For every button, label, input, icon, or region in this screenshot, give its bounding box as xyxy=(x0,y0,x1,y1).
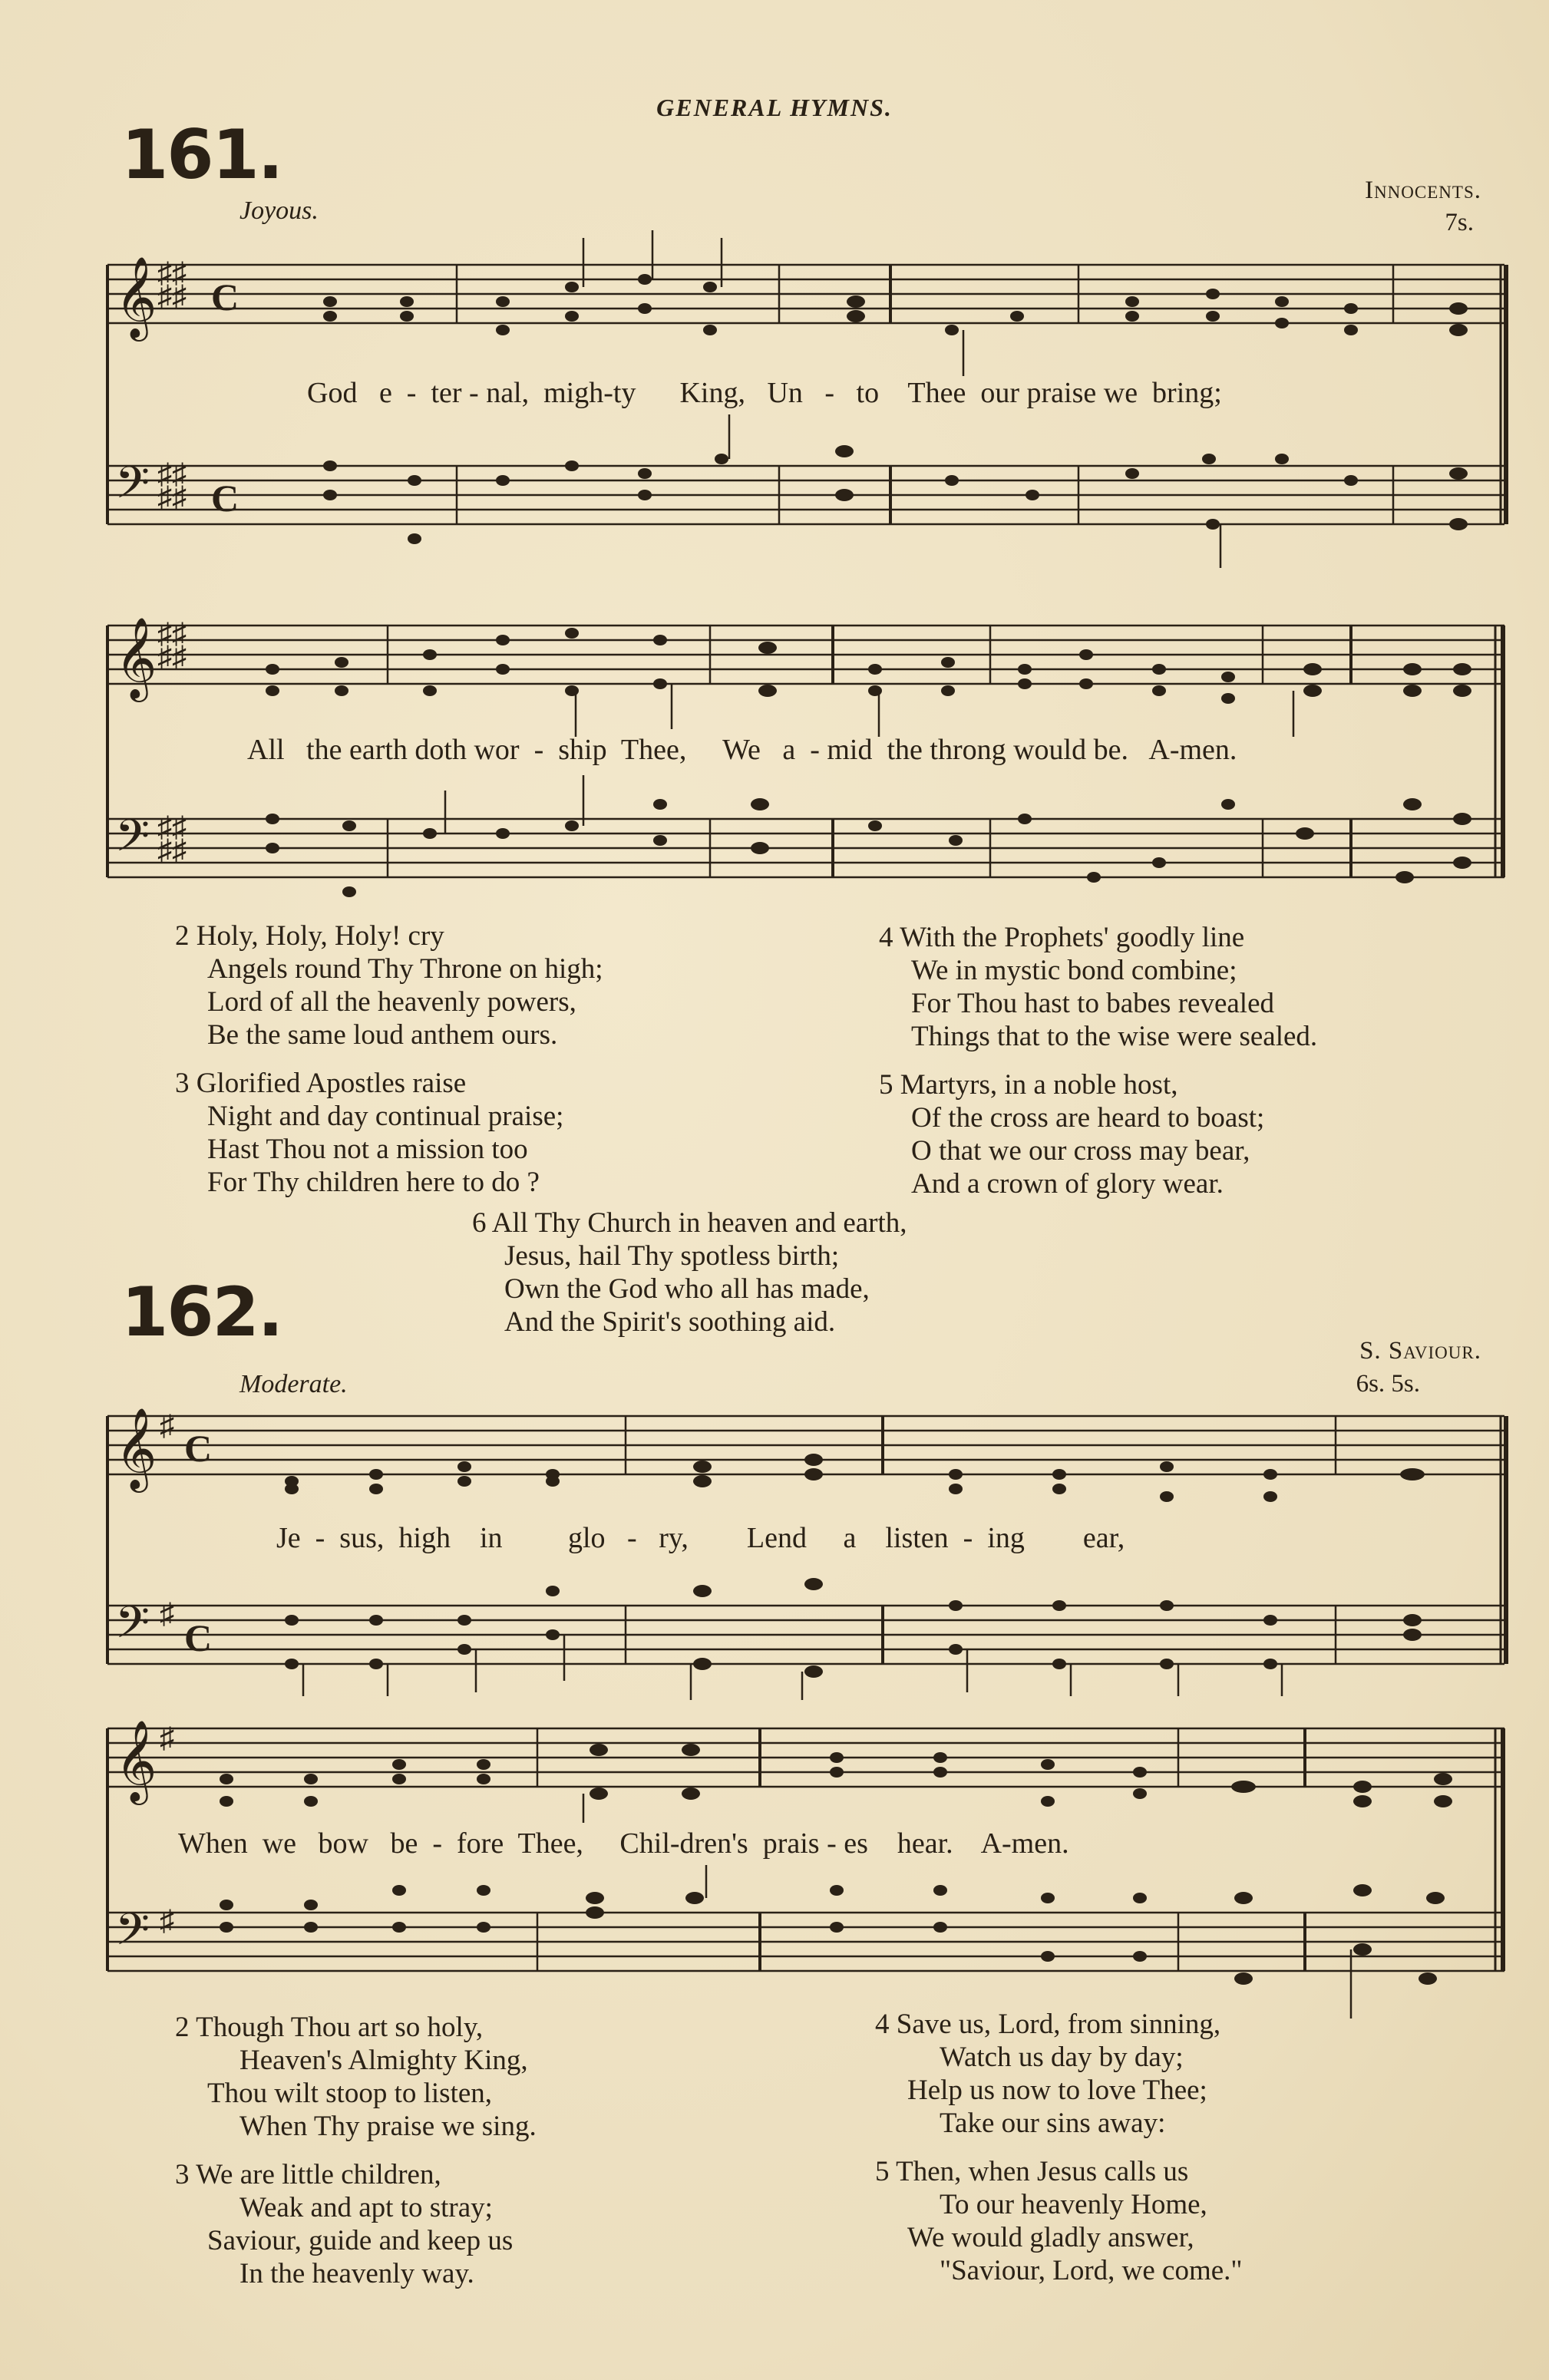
svg-text:𝄢: 𝄢 xyxy=(115,457,150,520)
tempo-marking-161: Joyous. xyxy=(239,196,319,225)
lyrics-162-line1: Je - sus, high in glo - ry, Lend a listen - ing ear, xyxy=(276,1522,1125,1554)
svg-text:C: C xyxy=(184,1427,213,1470)
svg-text:♯♯: ♯♯ xyxy=(157,458,187,490)
verse-number: 5 xyxy=(879,1069,893,1101)
verse-number: 2 xyxy=(175,920,190,952)
lyrics-161-line2: All the earth doth wor - ship Thee, We a - mid the throng would be. A-men. xyxy=(247,734,1237,766)
meter-161: 7s. xyxy=(1445,209,1474,236)
hymn-number-162: 162. xyxy=(121,1273,282,1352)
verse-162-5: 5 Then, when Jesus calls us To our heavenly Home, We would gladly answer, "Saviour, Lord, we come." xyxy=(875,2156,1243,2286)
svg-text:𝄞: 𝄞 xyxy=(115,616,157,698)
svg-text:♯♯: ♯♯ xyxy=(157,834,187,867)
verse-number: 3 xyxy=(175,2159,190,2190)
svg-text:𝄢: 𝄢 xyxy=(115,1596,150,1659)
verse-number: 6 xyxy=(472,1207,487,1239)
svg-text:♯♯: ♯♯ xyxy=(157,280,187,312)
lyrics-162-line2: When we bow be - fore Thee, Chil-dren's prais - es hear. A-men. xyxy=(178,1827,1069,1860)
verse-162-2: 2 Though Thou art so holy, Heaven's Almighty King, Thou wilt stoop to listen, When Thy praise we sing. xyxy=(175,2012,537,2142)
svg-text:♯: ♯ xyxy=(160,1410,174,1442)
svg-text:𝄢: 𝄢 xyxy=(115,1903,150,1966)
verse-161-3: 3 Glorified Apostles raise Night and day continual praise; Hast Thou not a mission too For Thy children here to do ? xyxy=(175,1068,564,1198)
verse-161-6: 6 All Thy Church in heaven and earth, Jesus, hail Thy spotless birth; Own the God who all has made, And the Spirit's soothing aid. xyxy=(472,1207,907,1338)
tune-name-162: S. Saviour. xyxy=(1359,1337,1481,1365)
verse-162-4: 4 Save us, Lord, from sinning, Watch us day by day; Help us now to love Thee; Take our sins away: xyxy=(875,2009,1221,2139)
svg-text:𝄞: 𝄞 xyxy=(115,1407,157,1489)
svg-text:C: C xyxy=(211,276,239,319)
svg-text:C: C xyxy=(184,1616,213,1659)
svg-text:C: C xyxy=(211,477,239,520)
lyrics-161-line1: God e - ter - nal, migh-ty King, Un - to Thee our praise we bring; xyxy=(307,377,1222,409)
svg-text:𝄞: 𝄞 xyxy=(115,1719,157,1801)
verse-161-5: 5 Martyrs, in a noble host, Of the cross are heard to boast; O that we our cross may bear, And a crown of glory wear. xyxy=(879,1069,1265,1200)
verse-line: Be the same loud anthem ours. xyxy=(207,1019,558,1051)
tempo-marking-162: Moderate. xyxy=(239,1370,348,1398)
tune-name-161: Innocents. xyxy=(1365,177,1481,204)
svg-text:𝄞: 𝄞 xyxy=(115,256,157,338)
verse-161-4: 4 With the Prophets' goodly line We in mystic bond combine; For Thou hast to babes revealed Things that to the wise were sealed. xyxy=(879,922,1318,1052)
svg-text:♯: ♯ xyxy=(160,1905,174,1937)
verse-line: Angels round Thy Throne on high; xyxy=(207,953,603,985)
verse-line: 2 Holy, Holy, Holy! cry xyxy=(175,920,444,952)
verse-number: 3 xyxy=(175,1068,190,1099)
svg-text:♯♯: ♯♯ xyxy=(157,618,187,650)
svg-text:♯♯: ♯♯ xyxy=(157,811,187,843)
verse-number: 5 xyxy=(875,2156,890,2187)
verse-162-3: 3 We are little children, Weak and apt to stray; Saviour, guide and keep us In the heavenly way. xyxy=(175,2159,514,2289)
verse-number: 4 xyxy=(879,922,893,953)
verse-number: 2 xyxy=(175,2012,190,2043)
svg-text:♯♯: ♯♯ xyxy=(157,257,187,289)
verse-number: 4 xyxy=(875,2009,890,2040)
running-head: GENERAL HYMNS. xyxy=(656,94,893,121)
hymn-number-161: 161. xyxy=(121,115,282,194)
meter-162: 6s. 5s. xyxy=(1356,1370,1420,1398)
svg-text:♯: ♯ xyxy=(160,1598,174,1630)
svg-text:♯♯: ♯♯ xyxy=(157,481,187,513)
svg-text:♯: ♯ xyxy=(160,1722,174,1754)
svg-text:♯♯: ♯♯ xyxy=(157,641,187,673)
verse-line: Lord of all the heavenly powers, xyxy=(207,986,576,1018)
svg-text:𝄢: 𝄢 xyxy=(115,810,150,873)
